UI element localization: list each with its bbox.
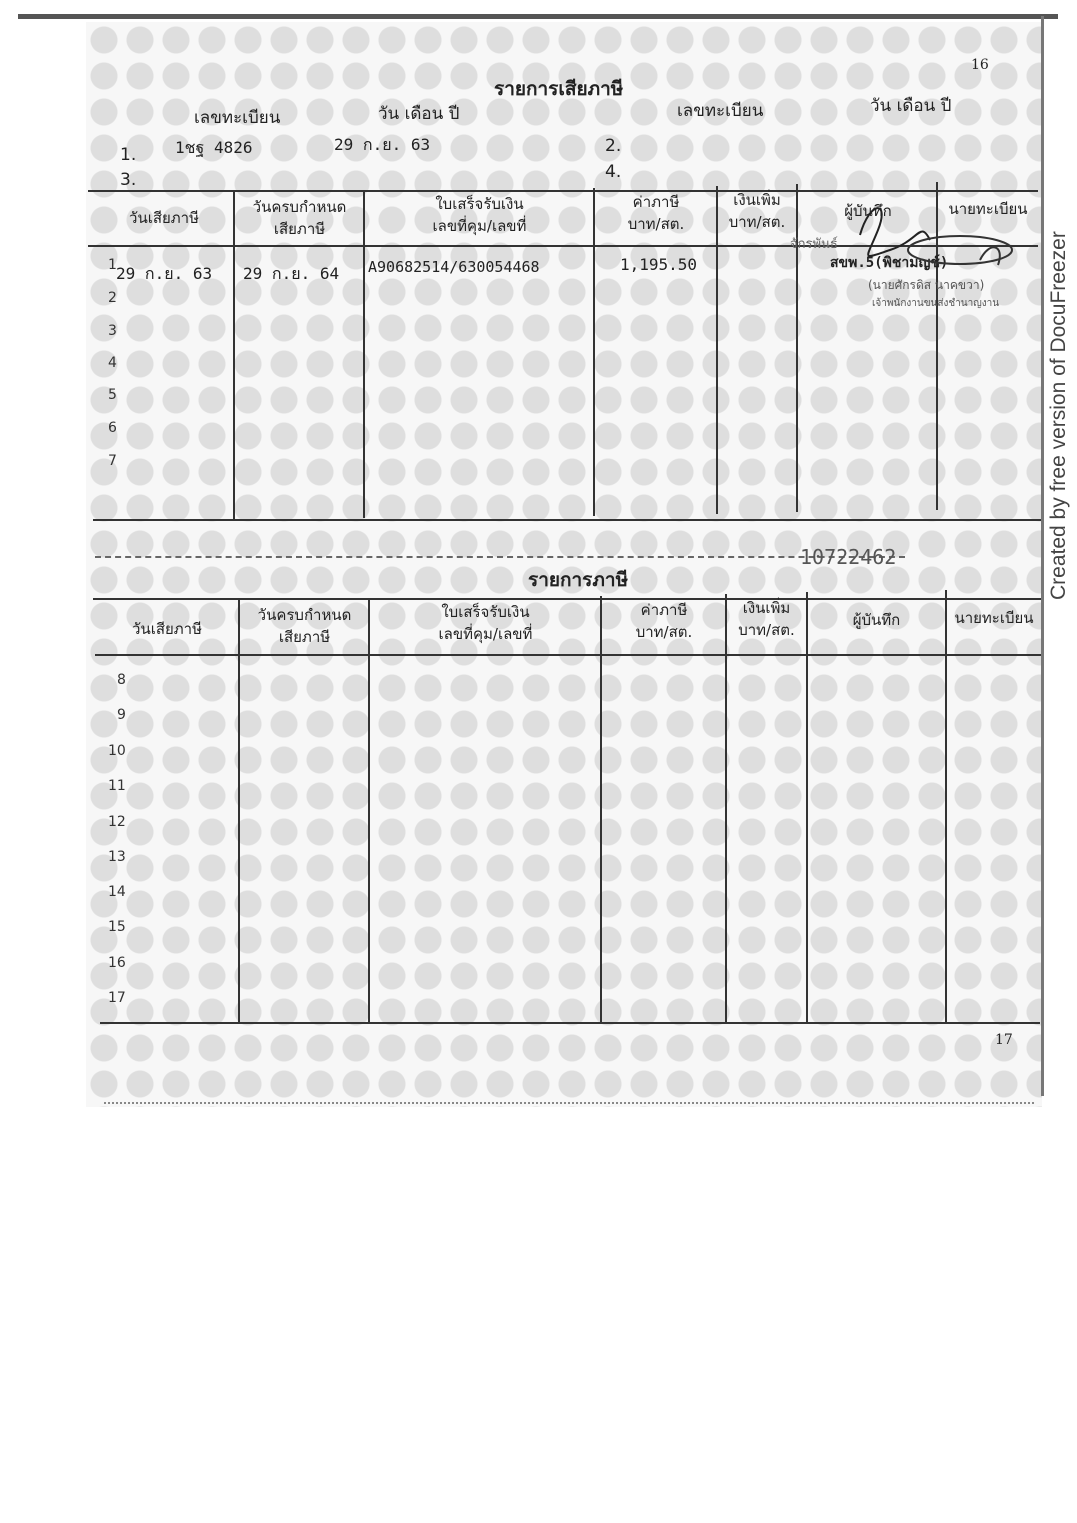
table2-header-paid-date: วันเสียภาษี (132, 620, 202, 638)
table1-header-tax (596, 191, 716, 235)
table2-row-number: 13 (108, 849, 126, 865)
row1-tax-amount: 1,195.50 (620, 255, 698, 274)
table2-row-number: 10 (108, 743, 126, 759)
table1-header-registrar: นายทะเบียน (948, 200, 1028, 218)
table1-header-tax-line2: บาท/สต. (627, 215, 685, 233)
slot1-date: 29 ก.ย. 63 (334, 135, 431, 154)
table2-header-extra (727, 597, 806, 641)
scan-right-border (1041, 16, 1044, 1096)
table2-col-divider-6 (945, 590, 947, 1024)
table1-header-due-date-line2: เสียภาษี (273, 220, 326, 238)
table2-row-number: 12 (108, 814, 126, 830)
table2-col-divider-2 (368, 598, 370, 1024)
table2-row-number: 8 (117, 672, 126, 688)
table2-header-receipt-line1: ใบเสร็จรับเงิน (441, 603, 530, 621)
table2-header-extra-line2: บาท/สต. (738, 621, 795, 639)
table2-header-bottom-border (95, 654, 1041, 656)
table1-row-number: 3 (108, 323, 117, 339)
stamp-title-line: เจ้าพนักงานขนส่งชำนาญงาน (872, 298, 1000, 309)
section2-title: รายการภาษี (528, 569, 629, 591)
table1-header-receipt (366, 193, 593, 237)
table2-row-number: 11 (108, 778, 126, 794)
table1-header-receipt-line1: ใบเสร็จรับเงิน (435, 195, 524, 213)
table1-col-divider-4 (716, 186, 718, 514)
reg-header-right: เลขทะเบียน (677, 101, 764, 121)
stamp-top-text: จักรพันธ์ (790, 237, 838, 252)
table1-header-extra-line1: เงินเพิ่ม (733, 191, 781, 209)
row1-due-date: 29 ก.ย. 64 (243, 264, 340, 283)
table1-row-number: 5 (108, 387, 117, 403)
table1-row-number: 6 (108, 420, 117, 436)
table2-col-divider-4 (725, 594, 727, 1024)
section1-title: รายการเสียภาษี (494, 78, 624, 100)
signature-mark (830, 190, 1030, 280)
table1-row-number: 4 (108, 355, 117, 371)
table2-row-number: 14 (108, 884, 126, 900)
table2-header-tax (603, 599, 725, 643)
table1-col-divider-2 (363, 190, 365, 518)
table1-row-number: 1 (108, 257, 117, 273)
table1-bottom-border (93, 519, 1041, 521)
slot3-number: 3. (120, 170, 137, 190)
row1-paid-date: 29 ก.ย. 63 (116, 264, 213, 283)
scan-top-border (18, 14, 1058, 19)
table2-header-recorder: ผู้บันทึก (852, 611, 901, 629)
table1-header-receipt-line2: เลขที่คุม/เลขที่ (432, 217, 527, 235)
page-number-bottom: 17 (995, 1032, 1013, 1048)
table1-row-number: 7 (108, 453, 117, 469)
table1-header-extra (718, 189, 796, 233)
date-header-right: วัน เดือน ปี (870, 96, 952, 116)
slot4-number: 4. (605, 162, 622, 182)
table2-row-number: 9 (117, 707, 126, 723)
table1-header-tax-line1: ค่าภาษี (632, 193, 680, 211)
table2-header-due-date-line2: เสียภาษี (278, 628, 331, 646)
table2-col-divider-5 (806, 592, 808, 1024)
page-number-top: 16 (971, 57, 989, 73)
table2-header-extra-line1: เงินเพิ่ม (742, 599, 791, 617)
table1-header-extra-line2: บาท/สต. (728, 213, 786, 231)
table1-header-due-date (236, 196, 363, 240)
slot1-number: 1. (120, 145, 137, 165)
slot2-number: 2. (605, 136, 622, 156)
table2-header-receipt-line2: เลขที่คุม/เลขที่ (438, 625, 533, 643)
table2-row-number: 15 (108, 919, 126, 935)
table2-header-registrar: นายทะเบียน (954, 609, 1034, 627)
stamp-name-line: (นายศักรดิส นาคขวา) (868, 278, 985, 292)
table2-row-number: 16 (108, 955, 126, 971)
table2-header-tax-line2: บาท/สต. (635, 623, 693, 641)
date-header-left: วัน เดือน ปี (378, 104, 460, 124)
reg-header-left: เลขทะเบียน (194, 108, 281, 128)
table1-col-divider-1 (233, 192, 235, 520)
row1-recorder-note: สขพ.5(พิชามญช์) (830, 255, 949, 271)
table1-row-number: 2 (108, 290, 117, 306)
table1-header-due-date-line1: วันครบกำหนด (252, 198, 347, 216)
table2-col-divider-3 (600, 596, 602, 1024)
table2-col-divider-1 (238, 600, 240, 1024)
table2-top-border (93, 598, 1041, 600)
table2-header-due-date-line1: วันครบกำหนด (257, 606, 352, 624)
scan-bottom-edge (104, 1102, 1034, 1104)
table1-header-paid-date: วันเสียภาษี (129, 209, 199, 227)
table1-header-recorder: ผู้บันทึก (844, 202, 892, 220)
table2-header-due-date (241, 604, 368, 648)
section2-serial: 10722462 (800, 545, 897, 569)
table1-col-divider-3 (593, 188, 595, 516)
table2-bottom-border (100, 1022, 1040, 1024)
table2-row-number: 17 (108, 990, 126, 1006)
table2-header-tax-line1: ค่าภาษี (640, 601, 688, 619)
docufreezer-watermark: Created by free version of DocuFreezer (1047, 231, 1070, 600)
table2-header-receipt (371, 601, 600, 645)
perforation-line (95, 556, 905, 558)
slot1-registration: 1ชฐ 4826 (175, 138, 253, 157)
row1-receipt: A90682514/630054468 (368, 258, 540, 276)
